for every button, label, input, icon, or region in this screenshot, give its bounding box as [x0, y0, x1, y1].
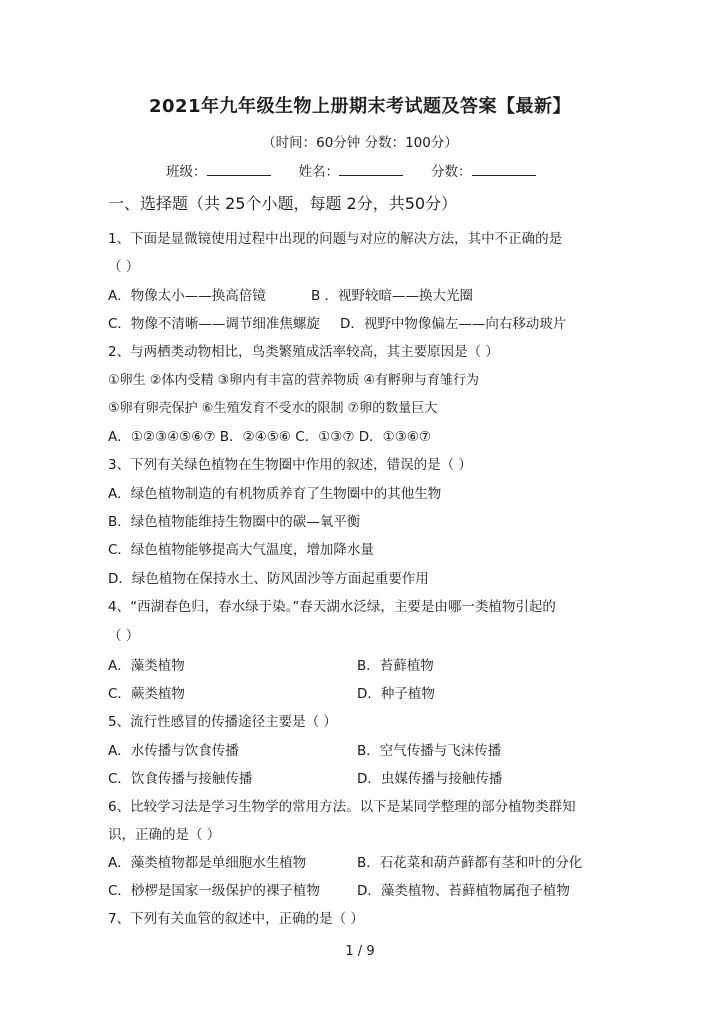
question-1-paren: （ ）	[108, 259, 140, 275]
question-2-items-row-1: ①卵生 ②体内受精 ③卵内有丰富的营养物质 ④有孵卵与育雏行为	[108, 373, 480, 388]
class-field[interactable]	[207, 161, 271, 176]
class-label: 班级：	[166, 164, 207, 180]
question-6-stem-continued: 识，正确的是（ ）	[108, 827, 221, 843]
question-4-option-c: C．蕨类植物	[108, 686, 185, 702]
question-6-option-b: B．石花菜和葫芦藓都有茎和叶的分化	[357, 855, 583, 871]
student-info-row	[166, 160, 564, 180]
section-heading: 一、选择题（共 25个小题，每题 2分，共50分）	[108, 194, 458, 213]
name-label: 姓名：	[298, 164, 339, 180]
question-3-stem: 3、下列有关绿色植物在生物圈中作用的叙述，错误的是（ ）	[108, 457, 472, 473]
question-1-option-c: C．物像不清晰——调节细准焦螺旋	[108, 316, 320, 332]
question-6-option-a: A．藻类植物都是单细胞水生植物	[108, 855, 307, 871]
question-1-option-b: B ．视野较暗——换大光圈	[311, 288, 474, 304]
question-1-stem: 1、下面是显微镜使用过程中出现的问题与对应的解决方法，其中不正确的是	[108, 231, 563, 247]
question-6-stem: 6、比较学习法是学习生物学的常用方法。以下是某同学整理的部分植物类群知	[108, 799, 576, 815]
question-4-option-b: B．苔藓植物	[357, 658, 434, 674]
question-4-option-a: A．藻类植物	[108, 658, 185, 674]
question-5-stem: 5、流行性感冒的传播途径主要是（ ）	[108, 714, 337, 730]
question-2-stem: 2、与两栖类动物相比，鸟类繁殖成活率较高，其主要原因是（ ）	[108, 344, 499, 360]
question-5-option-d: D．虫媒传播与接触传播	[357, 771, 503, 787]
question-3-option-c: C．绿色植物能够提高大气温度，增加降水量	[108, 542, 374, 558]
question-1-option-d: D．视野中物像偏左——向右移动玻片	[340, 316, 567, 332]
name-field[interactable]	[339, 161, 403, 176]
question-2-options: A．①②③④⑤⑥⑦ B．②④⑤⑥ C．①③⑦ D．①③⑥⑦	[108, 429, 432, 445]
score-field[interactable]	[472, 161, 536, 176]
question-6-option-c: C．桫椤是国家一级保护的裸子植物	[108, 883, 320, 899]
score-label: 分数：	[431, 164, 472, 180]
page-title: 2021年九年级生物上册期末考试题及答案【最新】	[148, 96, 572, 117]
exam-time-score: （时间：60分钟 分数：100分）	[262, 135, 458, 151]
page-number: 1 / 9	[345, 944, 375, 959]
question-3-option-b: B．绿色植物能维持生物圈中的碳—氧平衡	[108, 514, 361, 530]
question-5-option-c: C．饮食传播与接触传播	[108, 771, 253, 787]
question-5-option-a: A．水传播与饮食传播	[108, 743, 239, 759]
question-4-paren: （ ）	[108, 628, 140, 644]
question-7-stem: 7、下列有关血管的叙述中，正确的是（ ）	[108, 911, 364, 927]
question-5-option-b: B．空气传播与飞沫传播	[357, 743, 502, 759]
question-1-option-a: A．物像太小——换高倍镜	[108, 288, 266, 304]
question-6-option-d: D．藻类植物、苔藓植物属孢子植物	[357, 883, 570, 899]
question-4-option-d: D．种子植物	[357, 686, 435, 702]
question-4-stem: 4、“西湖春色归，春水绿于染。”春天湖水泛绿，主要是由哪一类植物引起的	[108, 599, 556, 615]
question-2-items-row-2: ⑤卵有卵壳保护 ⑥生殖发育不受水的限制 ⑦卵的数量巨大	[108, 401, 438, 416]
question-3-option-d: D．绿色植物在保持水土、防风固沙等方面起重要作用	[108, 571, 429, 587]
question-3-option-a: A．绿色植物制造的有机物质养育了生物圈中的其他生物	[108, 486, 442, 502]
